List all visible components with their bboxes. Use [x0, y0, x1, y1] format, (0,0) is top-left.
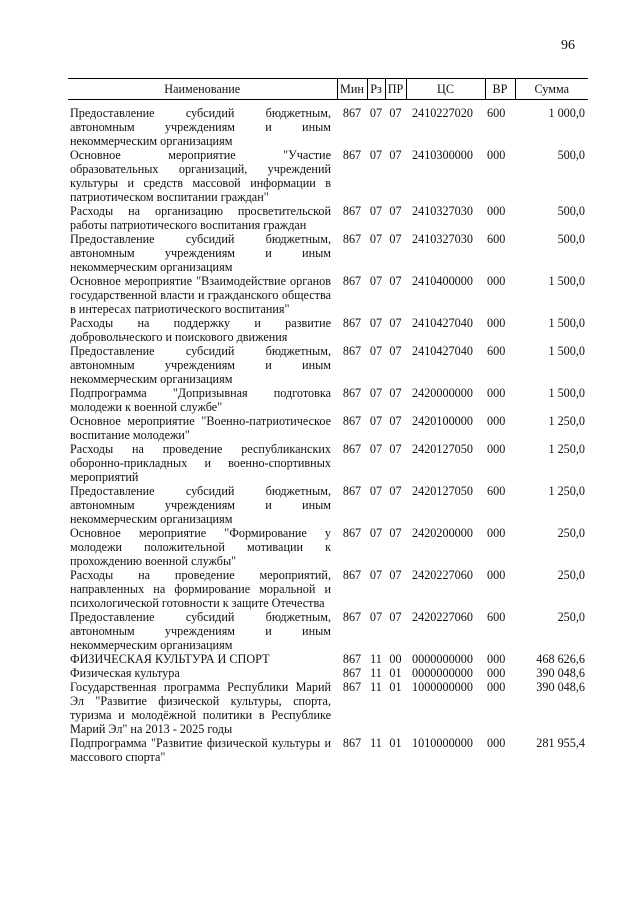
cell-sum: 250,0: [557, 526, 585, 540]
cell-sum: 500,0: [557, 204, 585, 218]
cell-min: 867: [342, 526, 362, 540]
table-row: [68, 568, 588, 610]
cell-rz: 07: [369, 442, 383, 456]
cell-min: 867: [342, 736, 362, 750]
cell-cs: 2410300000: [412, 148, 473, 162]
cell-pr: 01: [389, 666, 402, 680]
cell-min: 867: [342, 232, 362, 246]
cell-rz: 11: [370, 652, 382, 666]
cell-vr: 000: [487, 148, 506, 162]
cell-pr: 07: [389, 232, 402, 246]
cell-sum: 1 000,0: [548, 106, 585, 120]
cell-cs: 2410427040: [412, 316, 473, 330]
cell-cs: 2420000000: [412, 386, 473, 400]
cell-cs: 2420227060: [412, 568, 473, 582]
cell-sum: 1 250,0: [548, 414, 585, 428]
cell-rz: 07: [369, 414, 383, 428]
cell-cs: 2420127050: [412, 484, 473, 498]
cell-vr: 000: [487, 442, 506, 456]
cell-name: Предоставление субсидий бюджетным, автономным учреждениям и иным некоммерческим организациям: [70, 484, 331, 526]
cell-sum: 281 955,4: [536, 736, 585, 750]
cell-name: Подпрограмма "Развитие физической культуры и массового спорта": [70, 736, 331, 764]
cell-cs: 1010000000: [412, 736, 473, 750]
cell-sum: 1 250,0: [548, 442, 585, 456]
cell-pr: 01: [389, 736, 402, 750]
cell-name: Основное мероприятие "Формирование у молодежи положительной мотивации к прохождению военной службы": [70, 526, 331, 568]
cell-vr: 600: [487, 232, 506, 246]
table-row: [68, 526, 588, 568]
cell-cs: 2420100000: [412, 414, 473, 428]
cell-vr: 000: [487, 386, 506, 400]
table-row: [68, 442, 588, 484]
cell-cs: 2420227060: [412, 610, 473, 624]
cell-rz: 07: [369, 610, 383, 624]
cell-min: 867: [342, 484, 362, 498]
cell-name: Предоставление субсидий бюджетным, автономным учреждениям и иным некоммерческим организациям: [70, 106, 331, 148]
table-row: [68, 680, 588, 736]
cell-min: 867: [342, 414, 362, 428]
cell-cs: 2420200000: [412, 526, 473, 540]
cell-pr: 07: [389, 414, 402, 428]
budget-table: [68, 78, 588, 764]
table-row: [68, 484, 588, 526]
cell-min: 867: [342, 610, 362, 624]
cell-rz: 07: [369, 386, 383, 400]
cell-min: 867: [342, 344, 362, 358]
cell-sum: 1 500,0: [548, 316, 585, 330]
table-body: [68, 100, 588, 765]
cell-pr: 07: [389, 386, 402, 400]
cell-pr: 07: [389, 568, 402, 582]
cell-cs: 2410400000: [412, 274, 473, 288]
cell-vr: 600: [487, 344, 506, 358]
cell-name: Государственная программа Республики Марий Эл "Развитие физической культуры, спорта, туризма и молодёжной политики в Республике Марий Эл" на 2013 - 2025 годы: [70, 680, 331, 736]
cell-name: Подпрограмма "Допризывная подготовка молодежи к военной службе": [70, 386, 331, 414]
cell-sum: 1 500,0: [548, 344, 585, 358]
cell-cs: 2420127050: [412, 442, 473, 456]
cell-min: 867: [342, 148, 362, 162]
cell-pr: 00: [389, 652, 402, 666]
cell-name: ФИЗИЧЕСКАЯ КУЛЬТУРА И СПОРТ: [70, 652, 270, 666]
header-pr: ПР: [385, 79, 406, 100]
table-row: [68, 414, 588, 442]
cell-pr: 07: [389, 274, 402, 288]
page-number: 96: [561, 38, 575, 53]
cell-sum: 250,0: [557, 610, 585, 624]
cell-cs: 0000000000: [412, 652, 473, 666]
cell-pr: 07: [389, 484, 402, 498]
cell-rz: 07: [369, 274, 383, 288]
cell-rz: 07: [369, 344, 383, 358]
header-cs: ЦС: [406, 79, 485, 100]
cell-name: Расходы на проведение мероприятий, направленных на формирование моральной и психологической готовности к защите Отечества: [70, 568, 331, 610]
cell-name: Основное мероприятие "Участие образовательных организаций, учреждений культуры и средств массовой информации в патриотическом воспитании граждан": [70, 148, 331, 204]
cell-rz: 07: [369, 204, 383, 218]
cell-name: Расходы на организацию просветительской работы патриотического воспитания граждан: [70, 204, 331, 232]
header-sum: Сумма: [515, 79, 588, 100]
cell-name: Физическая культура: [70, 666, 180, 680]
table-row: [68, 148, 588, 204]
cell-name: Расходы на проведение республиканских оборонно-прикладных и военно-спортивных мероприятий: [70, 442, 331, 484]
cell-cs: 1000000000: [412, 680, 473, 694]
cell-vr: 000: [487, 736, 506, 750]
cell-min: 867: [342, 106, 362, 120]
cell-cs: 2410327030: [412, 204, 473, 218]
cell-vr: 000: [487, 680, 506, 694]
cell-min: 867: [342, 274, 362, 288]
cell-pr: 07: [389, 148, 402, 162]
cell-pr: 01: [389, 680, 402, 694]
cell-pr: 07: [389, 526, 402, 540]
cell-pr: 07: [389, 204, 402, 218]
cell-min: 867: [342, 666, 362, 680]
table-row: [68, 736, 588, 764]
cell-min: 867: [342, 316, 362, 330]
cell-vr: 000: [487, 666, 506, 680]
cell-cs: 2410327030: [412, 232, 473, 246]
table-row: [68, 316, 588, 344]
header-rz: Рз: [367, 79, 385, 100]
cell-vr: 000: [487, 652, 506, 666]
header-vr: ВР: [485, 79, 515, 100]
cell-sum: 390 048,6: [536, 666, 585, 680]
cell-rz: 11: [370, 666, 382, 680]
cell-name: Предоставление субсидий бюджетным, автономным учреждениям и иным некоммерческим организациям: [70, 344, 331, 386]
cell-pr: 07: [389, 610, 402, 624]
cell-min: 867: [342, 568, 362, 582]
cell-rz: 11: [370, 736, 382, 750]
table-row: [68, 652, 588, 666]
cell-sum: 390 048,6: [536, 680, 585, 694]
cell-rz: 07: [369, 316, 383, 330]
cell-name: Предоставление субсидий бюджетным, автономным учреждениям и иным некоммерческим организациям: [70, 232, 331, 274]
cell-min: 867: [342, 652, 362, 666]
cell-name: Основное мероприятие "Военно-патриотическое воспитание молодежи": [70, 414, 331, 442]
cell-vr: 600: [487, 610, 506, 624]
table-header-row: [68, 79, 588, 100]
cell-sum: 1 500,0: [548, 386, 585, 400]
cell-cs: 0000000000: [412, 666, 473, 680]
cell-rz: 07: [369, 232, 383, 246]
cell-pr: 07: [389, 344, 402, 358]
cell-rz: 07: [369, 484, 383, 498]
cell-pr: 07: [389, 316, 402, 330]
cell-name: Основное мероприятие "Взаимодействие органов государственной власти и гражданского общества в интересах патриотического воспитания": [70, 274, 331, 316]
cell-sum: 250,0: [557, 568, 585, 582]
cell-sum: 1 500,0: [548, 274, 585, 288]
cell-rz: 07: [369, 526, 383, 540]
cell-vr: 000: [487, 568, 506, 582]
cell-rz: 07: [369, 568, 383, 582]
cell-rz: 11: [370, 680, 382, 694]
cell-sum: 500,0: [557, 148, 585, 162]
cell-min: 867: [342, 204, 362, 218]
header-name: Наименование: [68, 79, 337, 100]
cell-sum: 468 626,6: [536, 652, 585, 666]
cell-rz: 07: [369, 106, 383, 120]
table-row: [68, 344, 588, 386]
cell-vr: 000: [487, 414, 506, 428]
cell-vr: 000: [487, 316, 506, 330]
cell-name: Расходы на поддержку и развитие добровольческого и поискового движения: [70, 316, 331, 344]
cell-vr: 000: [487, 526, 506, 540]
cell-pr: 07: [389, 442, 402, 456]
cell-pr: 07: [389, 106, 402, 120]
table-row: [68, 666, 588, 680]
cell-vr: 000: [487, 274, 506, 288]
cell-sum: 500,0: [557, 232, 585, 246]
cell-cs: 2410427040: [412, 344, 473, 358]
cell-min: 867: [342, 386, 362, 400]
cell-sum: 1 250,0: [548, 484, 585, 498]
cell-name: Предоставление субсидий бюджетным, автономным учреждениям и иным некоммерческим организациям: [70, 610, 331, 652]
table-row: [68, 610, 588, 652]
table-row: [68, 204, 588, 232]
table-row: [68, 274, 588, 316]
table-row: [68, 232, 588, 274]
cell-vr: 600: [487, 106, 506, 120]
table-row: [68, 386, 588, 414]
cell-vr: 000: [487, 204, 506, 218]
cell-min: 867: [342, 442, 362, 456]
cell-cs: 2410227020: [412, 106, 473, 120]
cell-vr: 600: [487, 484, 506, 498]
cell-rz: 07: [369, 148, 383, 162]
cell-min: 867: [342, 680, 362, 694]
header-min: Мин: [337, 79, 367, 100]
table-row: [68, 100, 588, 149]
